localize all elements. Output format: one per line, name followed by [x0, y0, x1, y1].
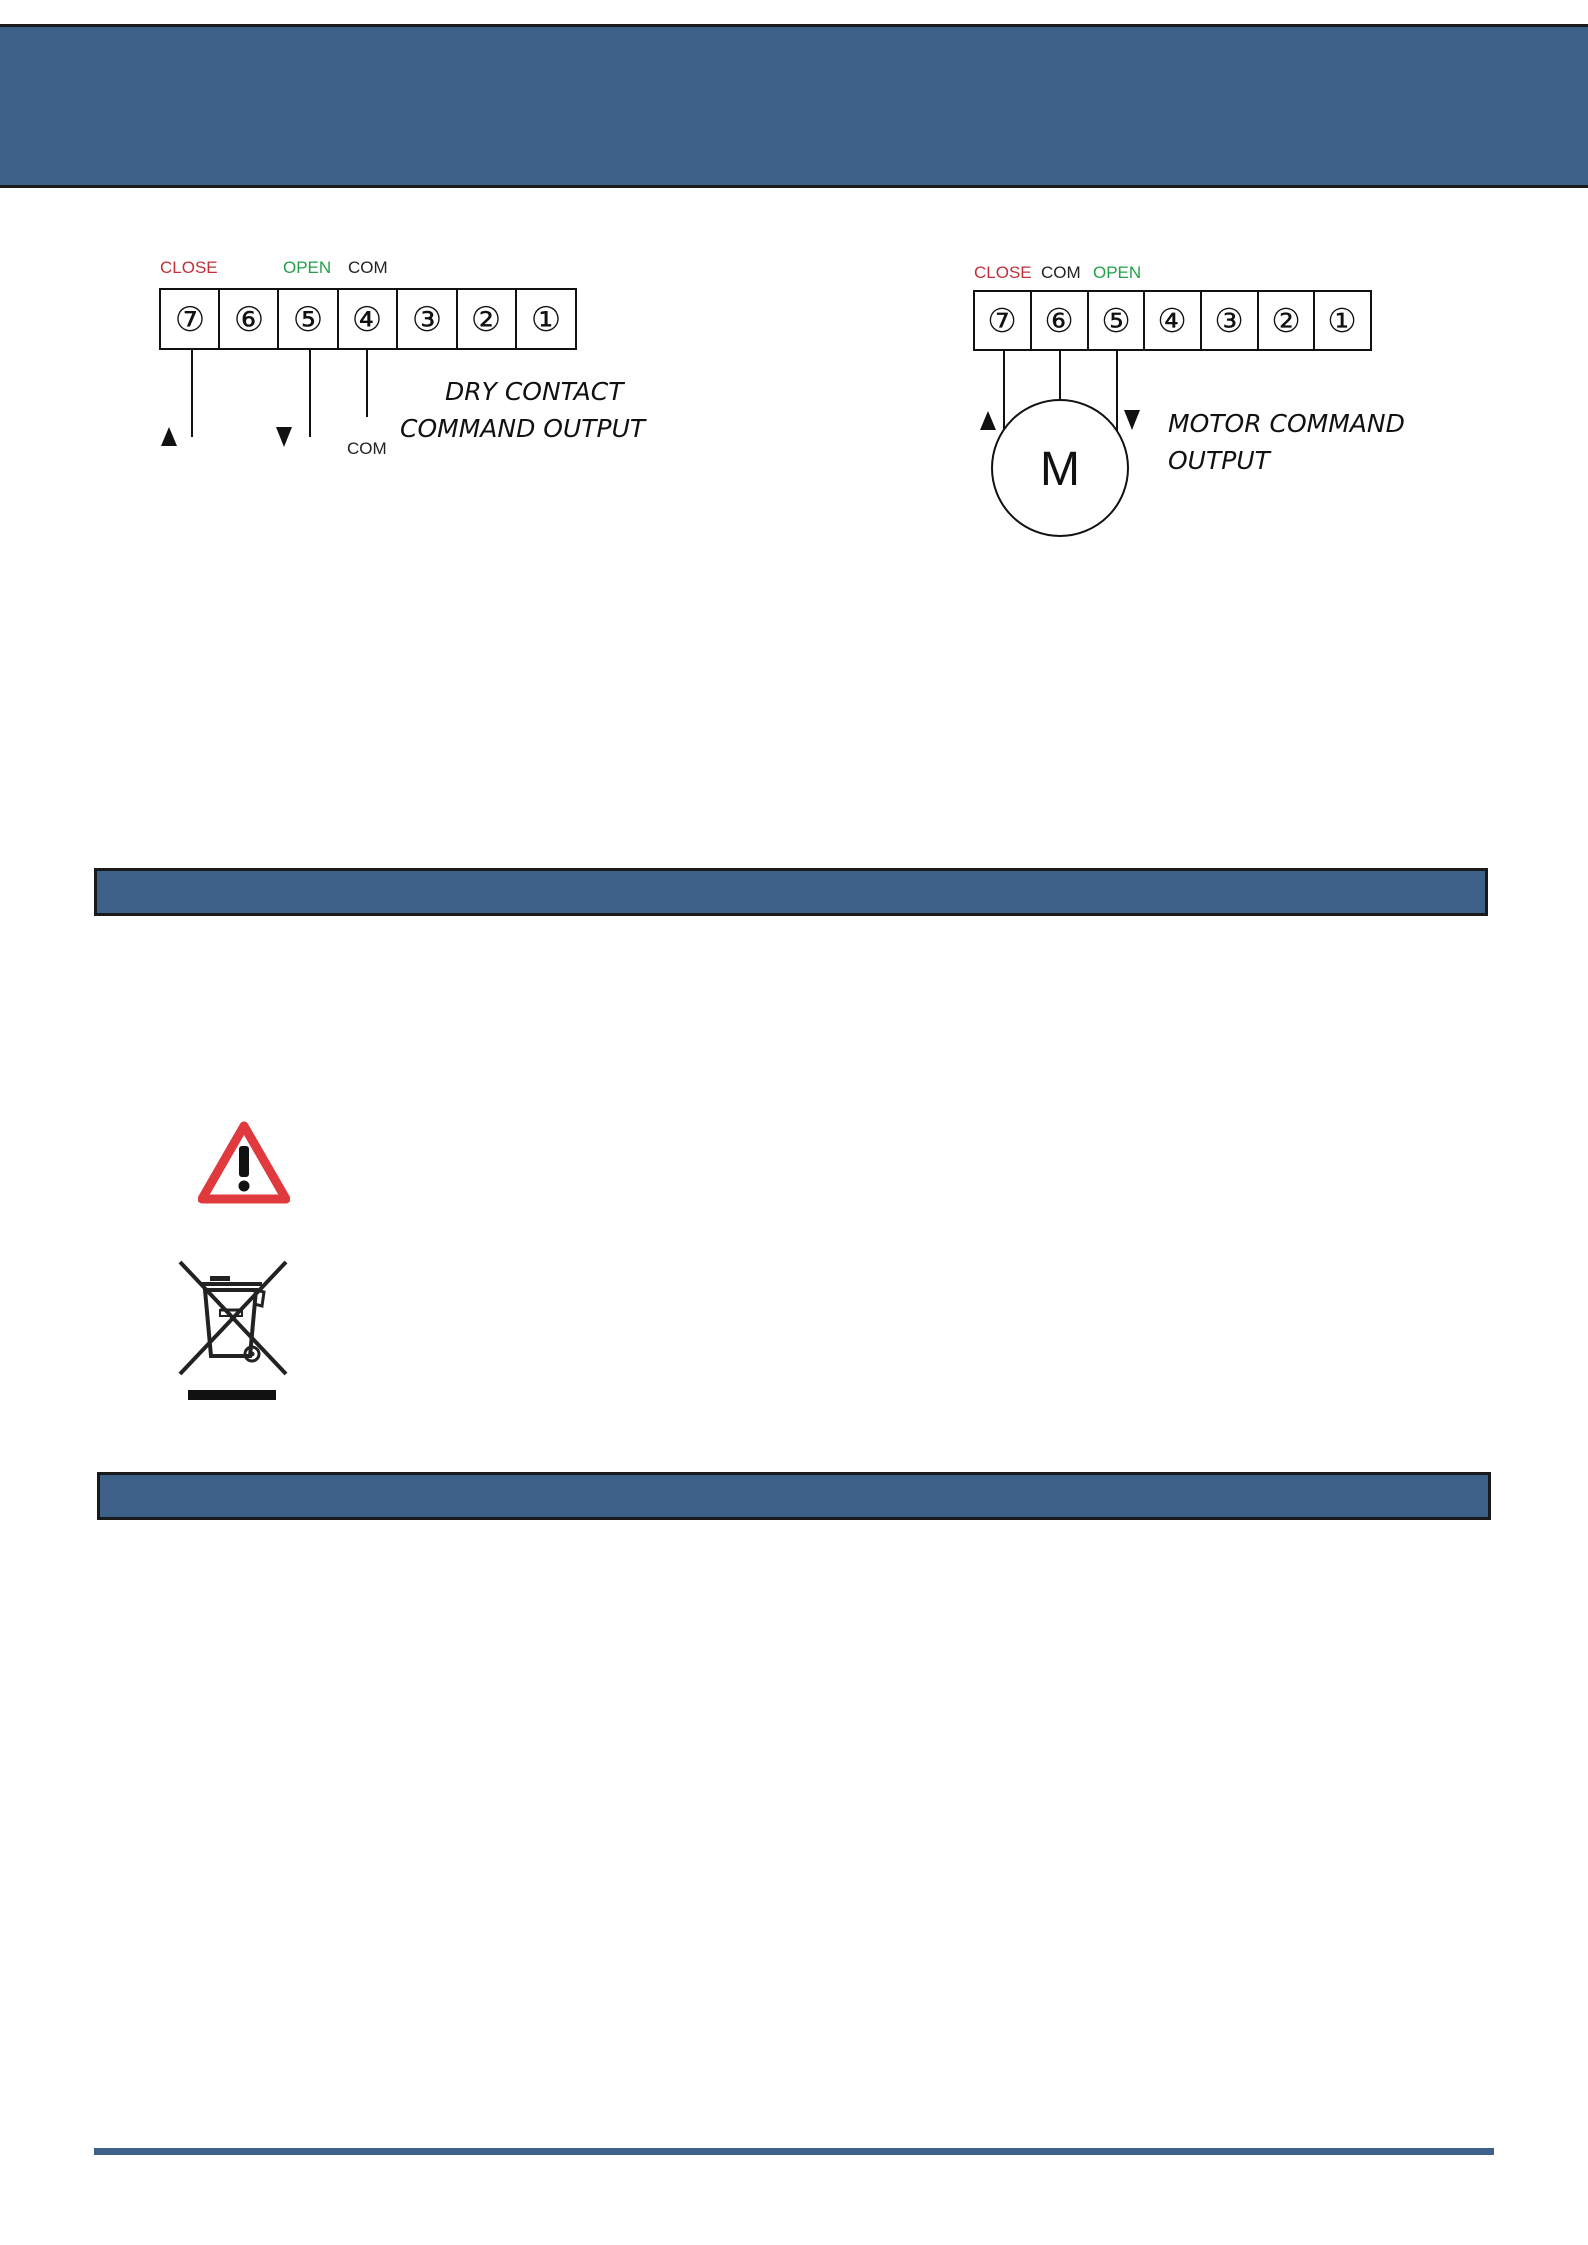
motor-down-arrow-icon [1124, 410, 1140, 430]
motor-caption-2: OUTPUT [1168, 446, 1270, 475]
dry-contact-caption-2: COMMAND OUTPUT [400, 414, 646, 443]
motor-up-arrow-icon [980, 411, 996, 430]
motor-open-label: OPEN [1093, 263, 1142, 282]
terminal-1: ① [530, 301, 562, 339]
motor-terminal-7: ⑦ [987, 302, 1017, 339]
com-label-bottom: COM [347, 439, 387, 458]
dry-contact-diagram [140, 245, 700, 475]
terminal-4: ④ [351, 301, 383, 339]
up-arrow-icon [161, 427, 177, 446]
motor-caption-1: MOTOR COMMAND [1168, 409, 1405, 438]
dry-contact-caption-1: DRY CONTACT [445, 377, 624, 406]
terminal-6: ⑥ [233, 301, 265, 339]
section-bar [97, 1472, 1491, 1520]
terminal-5: ⑤ [292, 301, 324, 339]
down-arrow-icon [276, 427, 292, 447]
close-label: CLOSE [160, 258, 218, 277]
motor-diagram [960, 250, 1440, 550]
crossed-out-bin-icon [176, 1260, 294, 1404]
section-bar [94, 868, 1488, 916]
motor-terminal-5: ⑤ [1101, 302, 1131, 339]
motor-terminal-4: ④ [1157, 302, 1187, 339]
warning-triangle-icon [198, 1120, 290, 1204]
footer-rule [94, 2148, 1494, 2155]
header-band [0, 24, 1588, 188]
motor-terminal-6: ⑥ [1044, 302, 1074, 339]
motor-terminal-1: ① [1327, 302, 1357, 339]
motor-close-label: CLOSE [974, 263, 1032, 282]
terminal-7: ⑦ [174, 301, 206, 339]
com-label-top: COM [348, 258, 388, 277]
open-label: OPEN [283, 258, 332, 277]
terminal-2: ② [470, 301, 502, 339]
motor-com-label: COM [1041, 263, 1081, 282]
terminal-3: ③ [411, 301, 443, 339]
motor-terminal-3: ③ [1214, 302, 1244, 339]
motor-terminal-2: ② [1271, 302, 1301, 339]
motor-letter: M [1040, 443, 1080, 496]
